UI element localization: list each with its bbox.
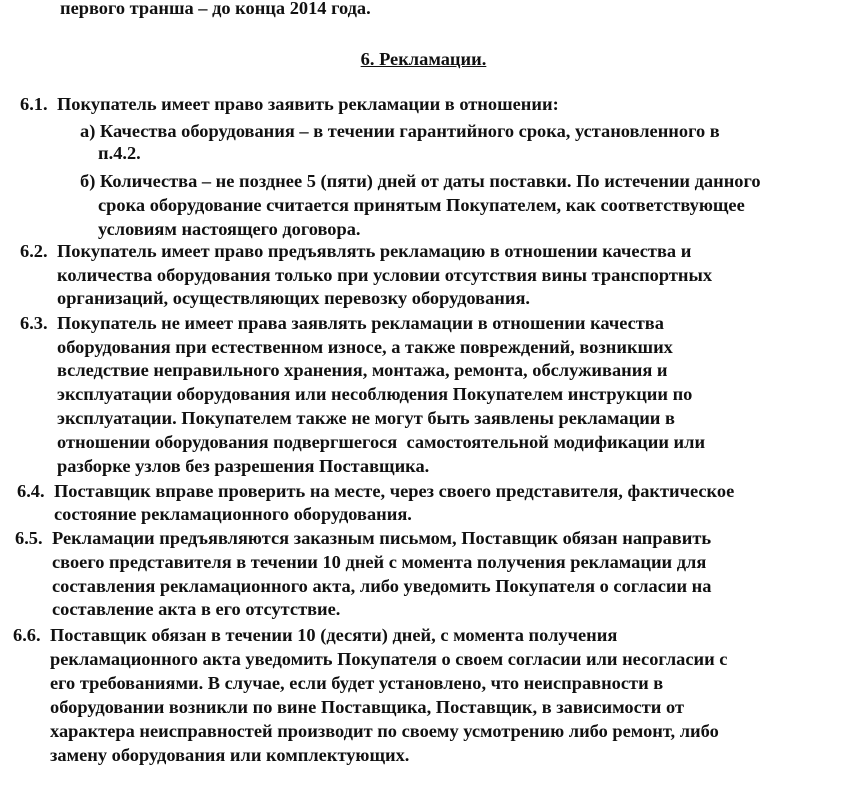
- clause-line: Поставщик обязан в течении 10 (десяти) дней, с момента получения: [50, 625, 618, 645]
- subitem-line: условиям настоящего договора.: [98, 219, 361, 239]
- clause-line: оборудовании возникли по вине Поставщика, Поставщик, в зависимости от: [50, 697, 684, 717]
- clause-line: его требованиями. В случае, если будет установлено, что неисправности в: [50, 673, 664, 693]
- clause-line: вследствие неправильного хранения, монтажа, ремонта, обслуживания и: [57, 360, 668, 380]
- clause-line: организаций, осуществляющих перевозку оборудования.: [57, 288, 531, 308]
- section-title: 6. Рекламации.: [360, 49, 487, 69]
- clause-line: отношении оборудования подвергшегося самостоятельной модификации или: [57, 432, 706, 452]
- subitem-line: срока оборудование считается принятым Покупателем, как соответствующее: [98, 195, 745, 215]
- clause-number: 6.5.: [15, 528, 43, 548]
- clause-number: 6.3.: [20, 313, 48, 333]
- clause-line: своего представителя в течении 10 дней с момента получения рекламации для: [52, 552, 707, 572]
- clause-line: эксплуатации оборудования или несоблюдения Покупателем инструкции по: [57, 384, 693, 404]
- clause-line: Покупатель имеет право предъявлять рекламацию в отношении качества и: [57, 241, 692, 261]
- clause-line: Рекламации предъявляются заказным письмом, Поставщик обязан направить: [52, 528, 712, 548]
- clause-line: Покупатель не имеет права заявлять рекламации в отношении качества: [57, 313, 664, 333]
- clause-number: 6.6.: [13, 625, 41, 645]
- continuation-line: первого транша – до конца 2014 года.: [60, 0, 371, 18]
- clause-line: количества оборудования только при условии отсутствия вины транспортных: [57, 265, 713, 285]
- clause-number: 6.1.: [20, 94, 48, 114]
- clause-line: характера неисправностей производит по своему усмотрению либо ремонт, либо: [50, 721, 719, 741]
- subitem-line: б) Количества – не позднее 5 (пяти) дней от даты поставки. По истечении данного: [80, 171, 761, 191]
- clause-line: составление акта в его отсутствие.: [52, 599, 341, 619]
- clause-line: эксплуатации. Покупателем также не могут быть заявлены рекламации в: [57, 408, 675, 428]
- clause-line: разборке узлов без разрешения Поставщика.: [57, 456, 430, 476]
- clause-line: рекламационного акта уведомить Покупателя о своем согласии или несогласии с: [50, 649, 728, 669]
- subitem-line: а) Качества оборудования – в течении гарантийного срока, установленного в: [80, 121, 720, 141]
- clause-line: Поставщик вправе проверить на месте, через своего представителя, фактическое: [54, 481, 735, 501]
- clause-line: оборудования при естественном износе, а также повреждений, возникших: [57, 337, 673, 357]
- clause-line: составления рекламационного акта, либо уведомить Покупателя о согласии на: [52, 576, 712, 596]
- clause-line: замену оборудования или комплектующих.: [50, 745, 410, 765]
- subitem-line: п.4.2.: [98, 143, 141, 163]
- clause-line: Покупатель имеет право заявить рекламации в отношении:: [57, 94, 559, 114]
- clause-line: состояние рекламационного оборудования.: [54, 504, 412, 524]
- clause-number: 6.4.: [17, 481, 45, 501]
- clause-number: 6.2.: [20, 241, 48, 261]
